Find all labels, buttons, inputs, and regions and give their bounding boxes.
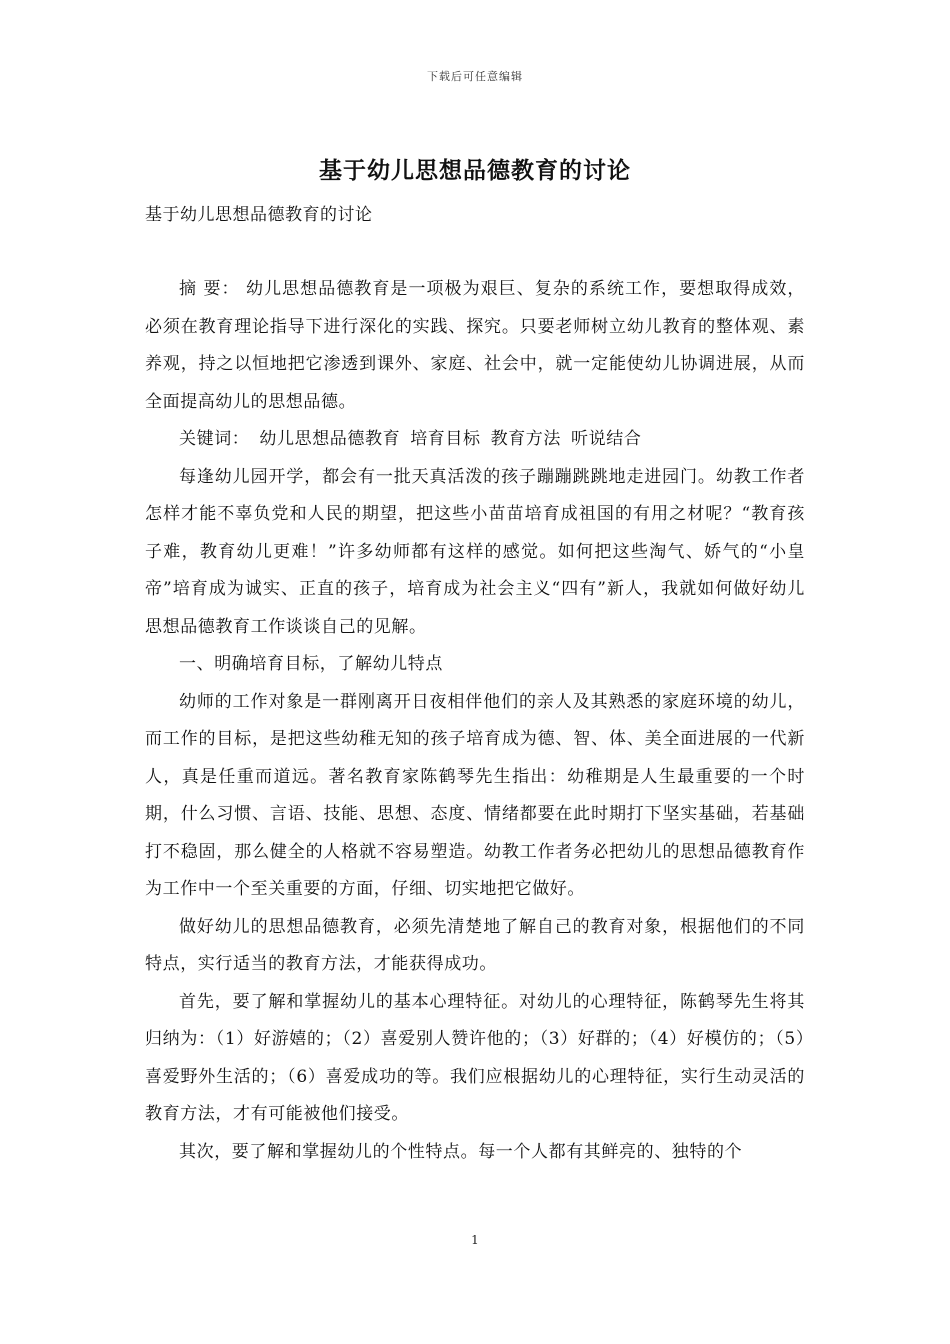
keywords-paragraph: 关键词： 幼儿思想品德教育 培育目标 教育方法 听说结合 bbox=[179, 429, 642, 449]
body-paragraph: 首先，要了解和掌握幼儿的基本心理特征。对幼儿的心理特征，陈鹤琴先生将其归纳为：（1）好游嬉的；（2）喜爱别人赞许他的；（3）好群的；（4）好模仿的；（5）喜爱野外生活的；（6）喜爱成功的等。我们应根据幼儿的心理特征，实行生动灵活的教育方法，才有可能被他们接受。 bbox=[145, 991, 805, 1124]
body-paragraph: 幼师的工作对象是一群刚离开日夜相伴他们的亲人及其熟悉的家庭环境的幼儿，而工作的目标，是把这些幼稚无知的孩子培育成为德、智、体、美全面进展的一代新人，真是任重而道远。著名教育家陈鹤琴先生指出：幼稚期是人生最重要的一个时期，什么习惯、言语、技能、思想、态度、情绪都要在此时期打下坚实基础，若基础打不稳固，那么健全的人格就不容易塑造。幼教工作者务必把幼儿的思想品德教育作为工作中一个至关重要的方面，仔细、切实地把它做好。 bbox=[145, 691, 805, 899]
abstract-paragraph: 摘 要： 幼儿思想品德教育是一项极为艰巨、复杂的系统工作，要想取得成效，必须在教育理论指导下进行深化的实践、探究。只要老师树立幼儿教育的整体观、素养观，持之以恒地把它渗透到课外、家庭、社会中，就一定能使幼儿协调进展，从而全面提高幼儿的思想品德。 bbox=[145, 279, 805, 412]
page-number: 1 bbox=[471, 1233, 479, 1247]
section-heading: 一、明确培育目标，了解幼儿特点 bbox=[179, 654, 443, 674]
body-paragraph: 其次，要了解和掌握幼儿的个性特点。每一个人都有其鲜亮的、独特的个 bbox=[179, 1141, 743, 1162]
document-title: 基于幼儿思想品德教育的讨论 bbox=[319, 157, 631, 184]
body-paragraph: 做好幼儿的思想品德教育，必须先清楚地了解自己的教育对象，根据他们的不同特点，实行适当的教育方法，才能获得成功。 bbox=[145, 916, 805, 974]
header-note: 下载后可任意编辑 bbox=[427, 70, 523, 83]
document-body bbox=[145, 271, 805, 1171]
document-subtitle: 基于幼儿思想品德教育的讨论 bbox=[145, 205, 373, 225]
intro-paragraph: 每逢幼儿园开学，都会有一批天真活泼的孩子蹦蹦跳跳地走进园门。幼教工作者怎样才能不辜负党和人民的期望，把这些小苗苗培育成祖国的有用之材呢？“教育孩子难，教育幼儿更难！”许多幼师都有这样的感觉。如何把这些淘气、娇气的“小皇帝”培育成为诚实、正直的孩子，培育成为社会主义“四有”新人，我就如何做好幼儿思想品德教育工作谈谈自己的见解。 bbox=[145, 466, 805, 637]
